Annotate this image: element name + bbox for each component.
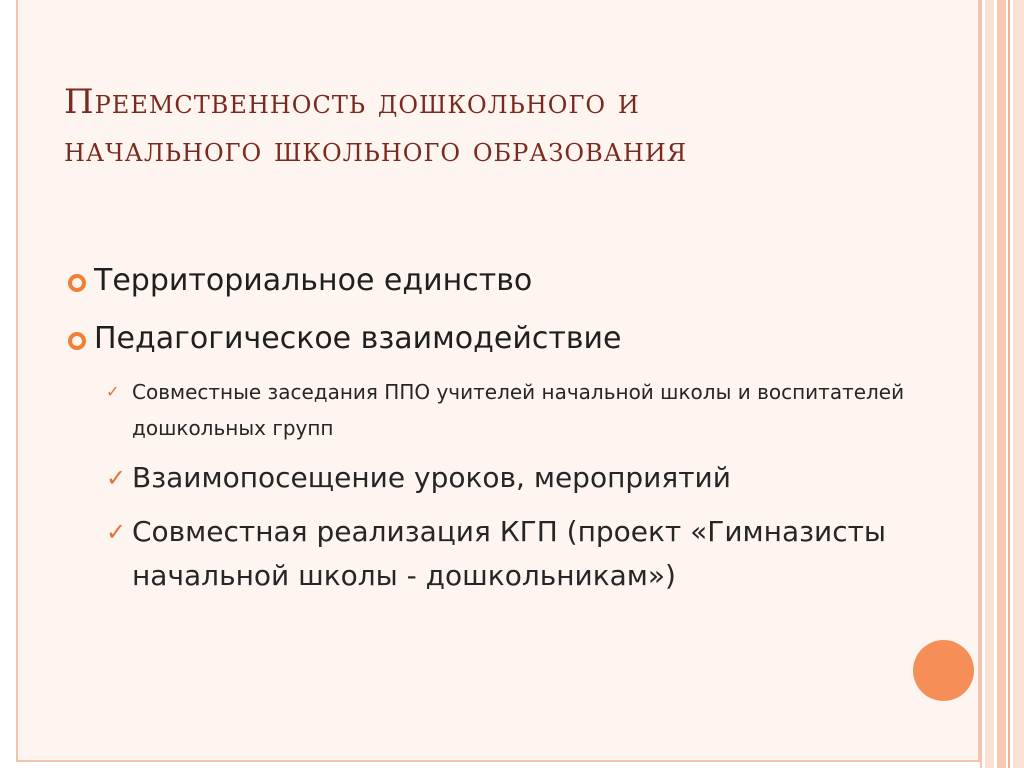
bullet-text: Территориальное единство <box>94 263 533 298</box>
sub-bullet-text: Взаимопосещение уроков, мероприятий <box>132 461 731 494</box>
bullet-text: Педагогическое взаимодействие <box>94 321 622 356</box>
ring-bullet-icon <box>68 274 86 292</box>
checkmark-icon: ✓ <box>106 464 127 492</box>
decorative-stripes <box>980 0 1024 768</box>
sub-bullet-text: Совместная реализация КГП (проект «Гимназисты начальной школы - дошкольникам») <box>132 515 887 592</box>
checkmark-icon: ✓ <box>106 518 127 546</box>
bullet-item <box>68 316 908 362</box>
sub-bullet-item <box>106 456 908 500</box>
sub-bullet-item <box>106 374 908 446</box>
sub-bullet-item <box>106 510 908 598</box>
sub-bullet-text: Совместные заседания ППО учителей начальной школы и воспитателей дошкольных групп <box>132 380 905 440</box>
ring-bullet-icon <box>68 332 86 350</box>
checkmark-icon: ✓ <box>106 382 120 401</box>
title-line-1: Преемственность дошкольного и <box>64 82 640 122</box>
slide-title <box>64 78 884 174</box>
title-line-2: начального школьного образования <box>64 130 688 170</box>
slide-content <box>68 258 908 608</box>
decorative-circle <box>913 640 974 701</box>
bullet-item <box>68 258 908 304</box>
